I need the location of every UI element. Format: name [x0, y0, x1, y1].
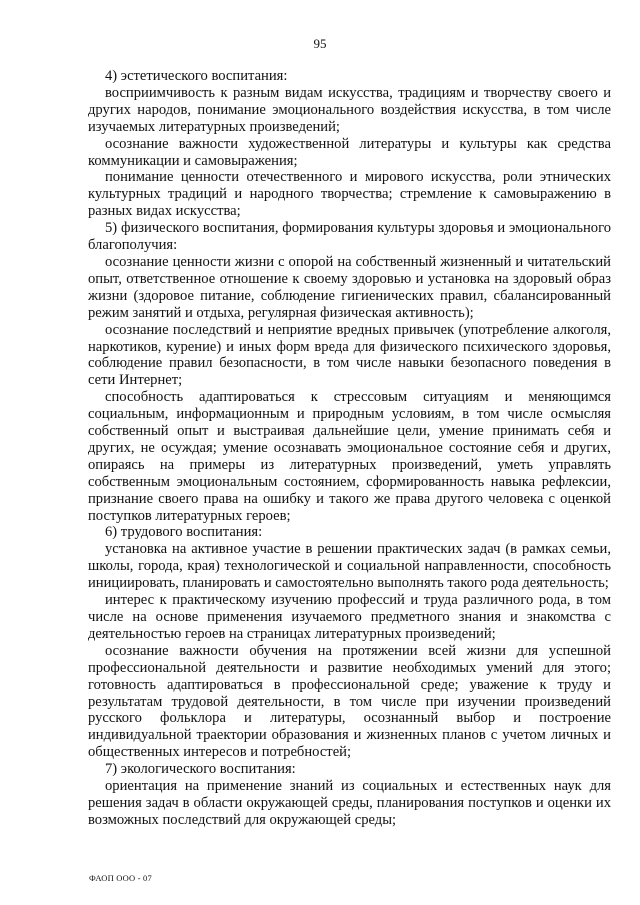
- paragraph: способность адаптироваться к стрессовым ситуациям и меняющимся социальным, информационным и природным условиям, в том числе осмысляя собственный опыт и выстраивая дальнейшие цели, умение принимать себя и других, не осуждая; умение осознавать эмоциональное состояние себя и других, опираясь на примеры из литературных произведений, уметь управлять собственным эмоциональным состоянием, сформированность навыка рефлексии, признание своего права на ошибку и такого же права другого человека с оценкой поступков литературных героев;: [88, 389, 611, 524]
- paragraph: осознание важности художественной литературы и культуры как средства коммуникации и самовыражения;: [88, 135, 611, 169]
- paragraph: интерес к практическому изучению профессий и труда различного рода, в том числе на основе применения изучаемого предметного знания и знакомства с деятельностью героев на страницах литературных произведений;: [88, 592, 611, 642]
- paragraph: осознание важности обучения на протяжении всей жизни для успешной профессиональной деятельности и развитие необходимых умений для этого; готовность адаптироваться в профессиональной среде; уважение к труду и результатам трудовой деятельности, в том числе при изучении произведений русского фольклора и литературы, осознанный выбор и построение индивидуальной траектории образования и жизненных планов с учетом личных и общественных интересов и потребностей;: [88, 642, 611, 761]
- paragraph: ориентация на применение знаний из социальных и естественных наук для решения задач в области окружающей среды, планирования поступков и оценки их возможных последствий для окружающей среды;: [88, 778, 611, 828]
- page-number: 95: [313, 36, 327, 51]
- section-heading-labor: 6) трудового воспитания:: [105, 524, 263, 541]
- footer-code: ФАОП ООО - 07: [89, 873, 152, 883]
- section-heading-physical: 5) физического воспитания, формирования культуры здоровья и эмоционального благополучия:: [88, 220, 611, 254]
- document-body: [88, 68, 611, 829]
- section-heading-ecological: 7) экологического воспитания:: [105, 761, 296, 778]
- paragraph: осознание последствий и неприятие вредных привычек (употребление алкоголя, наркотиков, курение) и иных форм вреда для физического психического здоровья, соблюдение правил безопасности, в том числе навыки безопасного поведения в сети Интернет;: [88, 321, 611, 389]
- paragraph: осознание ценности жизни с опорой на собственный жизненный и читательский опыт, ответственное отношение к своему здоровью и установка на здоровый образ жизни (здоровое питание, соблюдение гигиенических правил, сбалансированный режим занятий и отдыха, регулярная физическая активность);: [88, 253, 611, 321]
- paragraph: установка на активное участие в решении практических задач (в рамках семьи, школы, города, края) технологической и социальной направленности, способность инициировать, планировать и самостоятельно выполнять такого рода деятельность;: [88, 541, 611, 592]
- section-heading-aesthetic: 4) эстетического воспитания:: [105, 68, 288, 84]
- paragraph: понимание ценности отечественного и мирового искусства, роли этнических культурных традиций и народного творчества; стремление к самовыражению в разных видах искусства;: [88, 169, 611, 220]
- paragraph: восприимчивость к разным видам искусства, традициям и творчеству своего и других народов, понимание эмоционального воздействия искусства, в том числе изучаемых литературных произведений;: [88, 84, 611, 135]
